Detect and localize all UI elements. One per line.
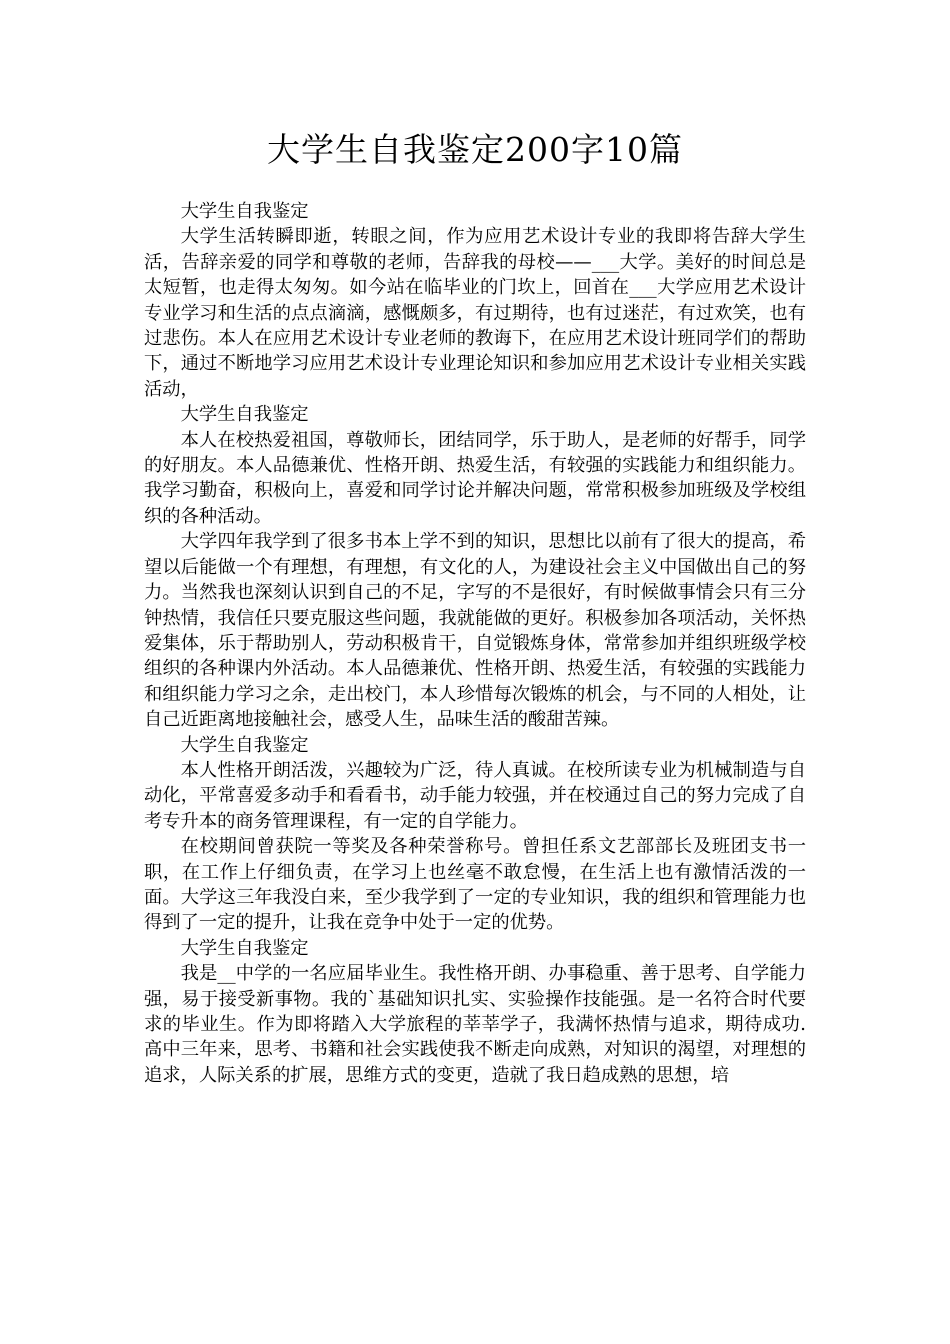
body-paragraph: 本人在校热爱祖国，尊敬师长，团结同学，乐于助人，是老师的好帮手，同学的好朋友。本人品德兼优、性格开朗、热爱生活，有较强的实践能力和组织能力。我学习勤奋，积极向上，喜爱和同学讨论并解决问题，常常积极参加班级及学校组织的各种活动。 xyxy=(144,429,806,527)
section-heading: 大学生自我鉴定 xyxy=(180,201,309,222)
section-heading: 大学生自我鉴定 xyxy=(180,937,309,959)
body-paragraph: 大学生活转瞬即逝，转眼之间，作为应用艺术设计专业的我即将告辞大学生活，告辞亲爱的同学和尊敬的老师，告辞我的母校——___大学。美好的时间总是太短暂，也走得太匆匆。如今站在临毕业的门坎上，回首在___大学应用艺术设计专业学习和生活的点点滴滴，感慨颇多，有过期待，也有过迷茫，有过欢笑，也有过悲伤。本人在应用艺术设计专业老师的教诲下，在应用艺术设计班同学们的帮助下，通过不断地学习应用艺术设计专业理论知识和参加应用艺术设计专业相关实践活动， xyxy=(144,226,806,400)
section-heading: 大学生自我鉴定 xyxy=(180,734,309,756)
document-body xyxy=(144,199,806,1088)
body-paragraph: 在校期间曾获院一等奖及各种荣誉称号。曾担任系文艺部部长及班团支书一职，在工作上仔细负责，在学习上也丝毫不敢怠慢，在生活上也有激情活泼的一面。大学这三年我没白来，至少我学到了一定的专业知识，我的组织和管理能力也得到了一定的提升，让我在竞争中处于一定的优势。 xyxy=(144,836,806,934)
document-title: 大学生自我鉴定200字10篇 xyxy=(267,130,683,169)
section-heading: 大学生自我鉴定 xyxy=(180,404,309,426)
body-paragraph: 我是__中学的一名应届毕业生。我性格开朗、办事稳重、善于思考、自学能力强，易于接受新事物。我的`基础知识扎实、实验操作技能强。是一名符合时代要求的毕业生。作为即将踏入大学旅程的莘莘学子，我满怀热情与追求，期待成功.高中三年来，思考、书籍和社会实践使我不断走向成熟，对知识的渴望，对理想的追求，人际关系的扩展，思维方式的变更，造就了我日趋成熟的思想，培 xyxy=(144,963,806,1086)
body-paragraph: 本人性格开朗活泼，兴趣较为广泛，待人真诚。在校所读专业为机械制造与自动化，平常喜爱多动手和看看书，动手能力较强，并在校通过自己的努力完成了自考专升本的商务管理课程，有一定的自学能力。 xyxy=(144,759,806,832)
body-paragraph: 大学四年我学到了很多书本上学不到的知识，思想比以前有了很大的提高，希望以后能做一个有理想，有理想，有文化的人，为建设社会主义中国做出自己的努力。当然我也深刻认识到自己的不足，字写的不是很好，有时候做事情会只有三分钟热情，我信任只要克服这些问题，我就能做的更好。积极参加各项活动，关怀热爱集体，乐于帮助别人，劳动积极肯干，自觉锻炼身体，常常参加并组织班级学校组织的各种课内外活动。本人品德兼优、性格开朗、热爱生活，有较强的实践能力和组织能力学习之余，走出校门，本人珍惜每次锻炼的机会，与不同的人相处，让自己近距离地接触社会，感受人生，品味生活的酸甜苦辣。 xyxy=(144,531,806,731)
